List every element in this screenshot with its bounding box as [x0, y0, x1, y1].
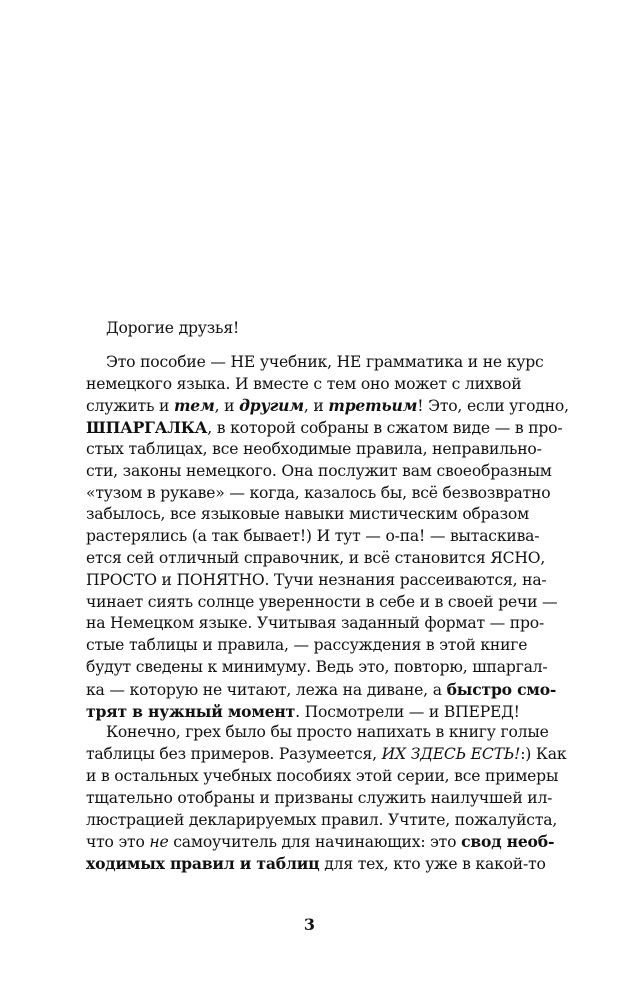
text-line: тщательно отобраны и призваны служить наилучшей ил- — [86, 788, 553, 807]
text-line: стых таблицах, все необходимые правила, неправильно- — [86, 439, 542, 458]
text-line: ется сей отличный справочник, и всё становится ЯСНО, — [86, 548, 546, 567]
page-number: 3 — [303, 915, 316, 934]
text-line: немецкого языка. И вместе с тем оно может с лихвой — [86, 374, 522, 393]
text-line: чинает сиять солнце уверенности в себе и в своей речи — — [86, 592, 558, 611]
text-line: ходимых правил и таблиц для тех, кто уже в какой-то — [86, 854, 546, 874]
text-line: служить и тем, и другим, и третьим! Это, если угодно, — [86, 396, 569, 416]
text-line: и в остальных учебных пособиях этой серии, все примеры — [86, 766, 559, 785]
text-line: на Немецком языке. Учитывая заданный формат — про- — [86, 614, 545, 633]
text-line: ПРОСТО и ПОНЯТНО. Тучи незнания рассеиваются, на- — [86, 570, 547, 589]
text-line: Конечно, грех было бы просто напихать в книгу голые — [106, 723, 549, 742]
text-line: люстрацией декларируемых правил. Учтите, пожалуйста, — [86, 810, 558, 829]
text-line: будут сведены к минимуму. Ведь это, повторю, шпаргал- — [86, 657, 548, 676]
text-line: трят в нужный момент. Посмотрели — и ВПЕРЕД! — [86, 701, 520, 721]
text-line: растерялись (а так бывает!) И тут — о-па! — вытаскива- — [86, 527, 540, 546]
text-line: что это не самоучитель для начинающих: это свод необ- — [86, 832, 555, 852]
text-line: ка — которую не читают, лежа на диване, а быстро смо- — [86, 679, 557, 699]
paragraph-2 — [86, 722, 567, 875]
text-line: ШПАРГАЛКА, в которой собраны в сжатом виде — в про- — [86, 418, 563, 438]
page-body — [86, 318, 569, 875]
paragraph-1 — [86, 352, 569, 723]
text-line: «тузом в рукаве» — когда, казалось бы, всё безвозвратно — [86, 483, 551, 502]
text-line: стые таблицы и правила, — рассуждения в этой книге — [86, 636, 528, 655]
text-line: Это пособие — НЕ учебник, НЕ грамматика и не курс — [106, 352, 544, 371]
text-line: забылось, все языковые навыки мистическим образом — [86, 505, 530, 524]
text-line: сти, законы немецкого. Она послужит вам своеобразным — [86, 461, 552, 480]
text-line: таблицы без примеров. Разумеется, ИХ ЗДЕСЬ ЕСТЬ!:) Как — [86, 745, 567, 764]
greeting-line: Дорогие друзья! — [106, 319, 240, 337]
